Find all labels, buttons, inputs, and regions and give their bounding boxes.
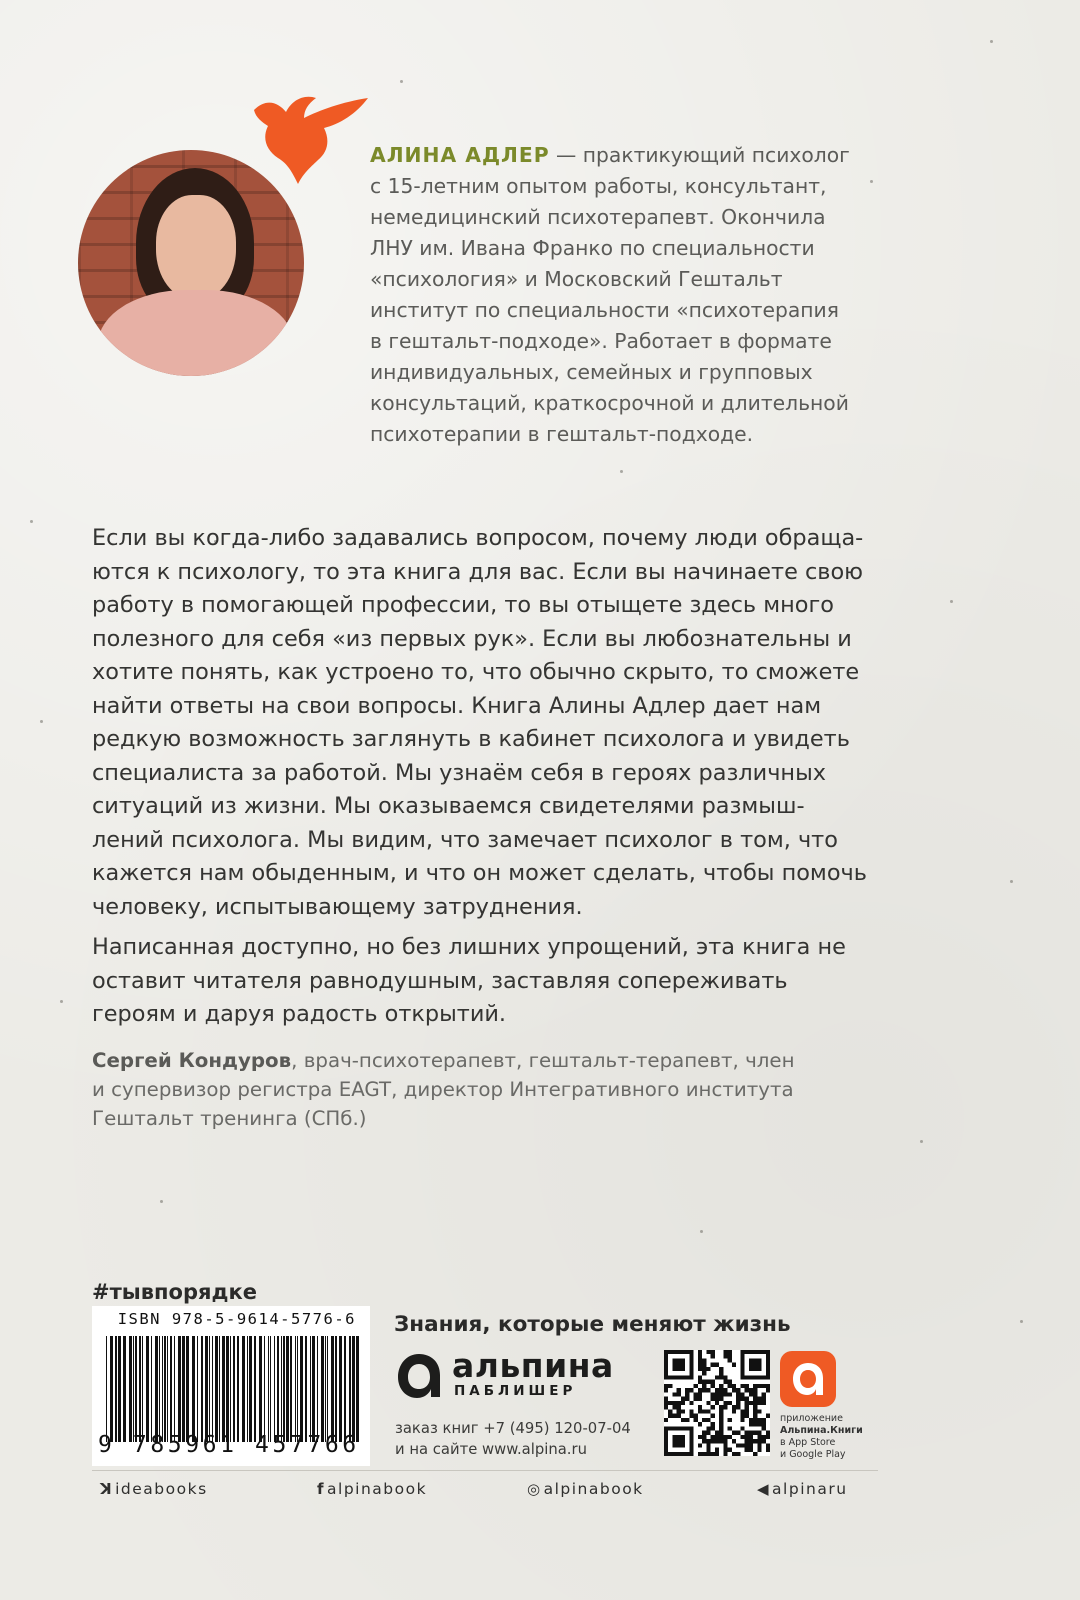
social-instagram[interactable] [527, 1480, 644, 1498]
social-label: alpinaru [772, 1480, 848, 1498]
author-bio-text: — практикующий психолог с 15-летним опытом работы, консультант, немедицинский психотерапевт. Окончила ЛНУ им. Ивана Франко по специальности «психология» и Московский Гештальт институт по специальности «психотерапия в гештальт-подходе». Работает в формате индивидуальных, семейных и групповых консультаций, краткосрочной и длительной психотерапии в гештальт-подходе. [370, 143, 850, 446]
order-info [395, 1418, 631, 1460]
social-telegram[interactable] [757, 1480, 848, 1498]
description-paragraph-1: Если вы когда-либо задавались вопросом, почему люди обраща-ются к психологу, то эта книга для вас. Если вы начинаете свою работу в помогающей профессии, то вы отыщете здесь много полезного для себя «из первых рук». Если вы любознательны и хотите понять, как устроено то, что обычно скрыто, то сможете найти ответы на свои вопросы. Книга Алины Адлер дает нам редкую возможность заглянуть в кабинет психолога и увидеть специалиста за работой. Мы узнаём себя в героях различных ситуаций из жизни. Мы оказываемся свидетелями размыш-лений психолога. Мы видим, что замечает психолог в том, что кажется нам обыденным, и что он может сделать, чтобы помочь человеку, испытывающему затруднения. [92, 525, 867, 920]
hashtag: #тывпорядке [92, 1280, 257, 1304]
order-phone: заказ книг +7 (495) 120-07-04 [395, 1420, 631, 1437]
author-bio [370, 140, 850, 450]
app-line-3: в App Store [780, 1437, 836, 1448]
social-label: alpinabook [543, 1480, 644, 1498]
barcode-bars [106, 1336, 362, 1442]
facebook-icon: f [317, 1480, 326, 1498]
instagram-icon: ◎ [527, 1480, 542, 1498]
isbn-text: ISBN 978-5-9614-5776-6 [117, 1310, 356, 1328]
review-quote [92, 1046, 812, 1133]
app-icon [780, 1351, 836, 1407]
publisher-slogan: Знания, которые меняют жизнь [394, 1312, 791, 1337]
social-label: alpinabook [327, 1480, 428, 1498]
social-vk[interactable] [100, 1480, 208, 1498]
social-label: ideabooks [115, 1480, 208, 1498]
vk-icon: ꓘ [100, 1480, 114, 1498]
app-line-2: Альпина.Книги [780, 1425, 863, 1436]
description-paragraph-2: Написанная доступно, но без лишних упрощений, эта книга не оставит читателя равнодушным, заставляя сопереживать героям и даруя радость открытий. [92, 934, 846, 1027]
app-line-1: приложение [780, 1413, 843, 1424]
reviewer-name: Сергей Кондуров [92, 1049, 292, 1072]
barcode-number: 9 785961 457766 [98, 1432, 360, 1458]
order-site: и на сайте www.alpina.ru [395, 1441, 587, 1458]
footer-divider [92, 1470, 878, 1471]
bird-icon [248, 88, 370, 198]
publisher-sub: ПАБЛИШЕР [454, 1383, 577, 1399]
reviewer-credentials: , врач-психотерапевт, гештальт-терапевт, член и супервизор регистра EAGT, директор Интегративного института Гештальт тренинга (СПб.) [92, 1049, 795, 1130]
social-facebook[interactable] [317, 1480, 427, 1498]
author-name: АЛИНА АДЛЕР [370, 143, 550, 167]
app-stores-text [780, 1413, 890, 1461]
publisher-name: альпина [452, 1346, 614, 1385]
alpina-logo-icon [394, 1351, 444, 1401]
app-line-4: и Google Play [780, 1449, 846, 1460]
qr-code-icon [664, 1350, 770, 1456]
telegram-icon: ◀ [757, 1480, 771, 1498]
